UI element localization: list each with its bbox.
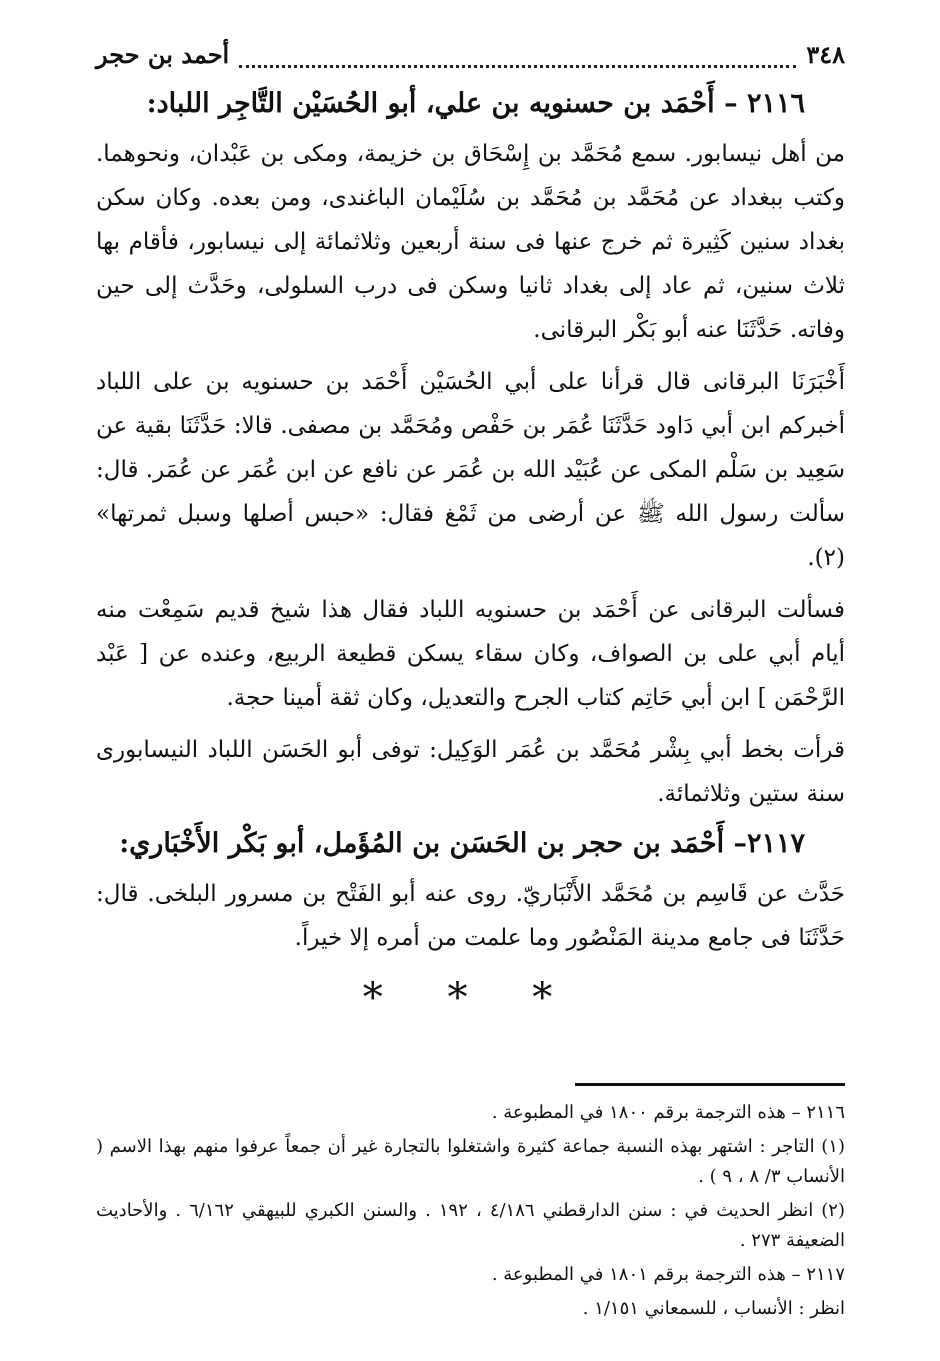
entry-2117-paragraph: حَدَّث عن قَاسِم بن مُحَمَّد الأَنْبَاريّ. روى عنه أبو الفَتْح بن مسرور البلخى. قال: حَدَّثَنَا فى جامع مدينة المَنْصُور وما علمت من أمره إلا خيراً. — [96, 881, 845, 951]
footnote: (١) التاجر : اشتهر بهذه النسبة جماعة كثيرة واشتغلوا بالتجارة غير أن جمعاً عرفوا منهم بهذا الاسم ( الأنساب ٣/ ٨ ، ٩ ) . — [96, 1136, 845, 1187]
entry-2116-paragraph: من أهل نيسابور. سمع مُحَمَّد بن إِسْحَاق بن خزيمة، ومكى بن عَبْدان، ونحوهما. وكتب ببغداد عن مُحَمَّد بن مُحَمَّد بن سُلَيْمان الباغندى، ومن بعده. وكان سكن بغداد سنين كَثِيرة ثم خرج عنها فى سنة أربعين وثلاثمائة إلى نيسابور، فأقام بها ثلاث سنين، ثم عاد إلى بغداد ثانيا وسكن فى درب السلولى، وحَدَّث إلى حين وفاته. حَدَّثَنَا عنه أبو بَكْر البرقانى. — [96, 141, 845, 343]
running-title: أحمد بن حجر — [96, 40, 230, 69]
entry-2116-title: ٢١١٦ – أَحْمَد بن حسنويه بن علي، أبو الحُسَيْن التَّاجِر اللباد: — [146, 88, 805, 119]
footnote-rule — [575, 1083, 845, 1086]
footnote: ٢١١٦ – هذه الترجمة برقم ١٨٠٠ في المطبوعة . — [491, 1102, 845, 1123]
section-separator: * * * — [362, 975, 579, 1021]
page-number: ٣٤٨ — [806, 40, 845, 69]
header-dotted-leader — [239, 65, 796, 68]
entry-2117-title: ٢١١٧– أَحْمَد بن حجر بن الحَسَن بن المُؤَمل، أبو بَكْر الأَخْبَاري: — [119, 828, 805, 859]
page-header — [96, 40, 845, 80]
footnote: انظر : الأنساب ، للسمعاني ١/١٥١ . — [582, 1298, 845, 1319]
footnotes — [96, 1098, 845, 1328]
footnote: (٢) انظر الحديث في : سنن الدارقطني ٤/١٨٦ ، ١٩٢ . والسنن الكبري للبيهقي ٦/١٦٢ . والأحاديث الضعيفة ٢٧٣ . — [96, 1200, 845, 1251]
footnote: ٢١١٧ – هذه الترجمة برقم ١٨٠١ في المطبوعة . — [491, 1264, 845, 1285]
entry-2116-paragraph: أَخْبَرَنَا البرقانى قال قرأنا على أبي الحُسَيْن أَحْمَد بن حسنويه بن على اللباد أخبركم ابن أبي دَاود حَدَّثَنَا عُمَر بن حَفْص ومُحَمَّد بن مصفى. قالا: حَدَّثَنَا بقية عن سَعِيد بن سَلْم المكى عن عُبَيْد الله بن عُمَر عن نافع عن ابن عُمَر عن عُمَر. قال: سألت رسول الله ﷺ عن أرضى من ثَمْغ فقال: «حبس أصلها وسبل ثمرتها» (٢). — [96, 369, 845, 571]
entry-2116-paragraph: فسألت البرقانى عن أَحْمَد بن حسنويه اللباد فقال هذا شيخ قديم سَمِعْت منه أيام أبي على بن الصواف، وكان سقاء يسكن قطيعة الربيع، وعنده عن [ عَبْد الرَّحْمَن ] ابن أبي حَاتِم كتاب الجرح والتعديل، وكان ثقة أمينا حجة. — [96, 597, 845, 711]
entry-2116-paragraph: قرأت بخط أبي بِشْر مُحَمَّد بن عُمَر الوَكِيل: توفى أبو الحَسَن اللباد النيسابورى سنة ستين وثلاثمائة. — [96, 737, 845, 807]
page-body — [96, 84, 845, 1028]
